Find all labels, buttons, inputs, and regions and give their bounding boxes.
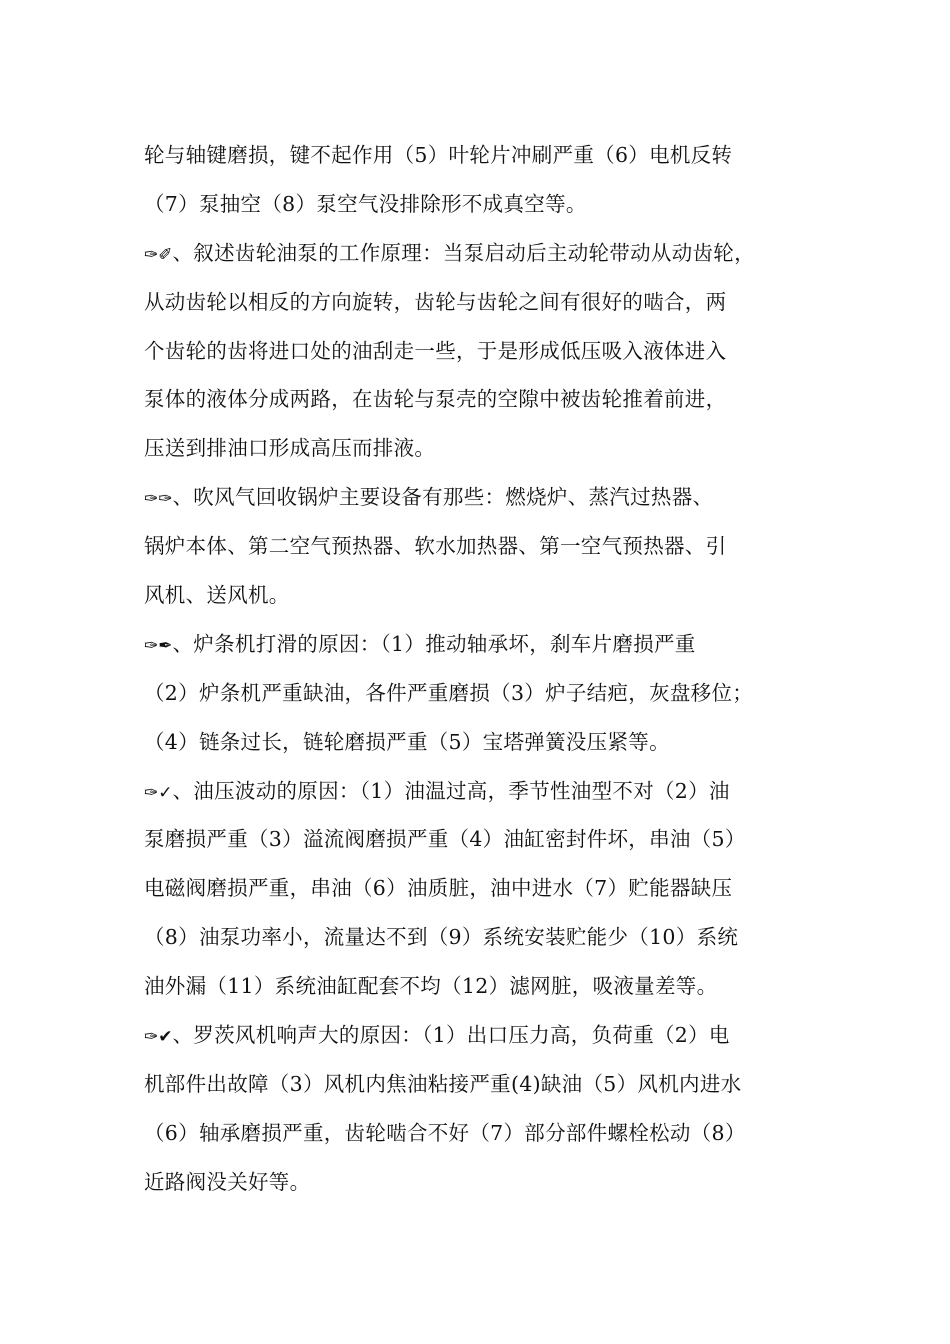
line-text: 油外漏（11）系统油缸配套不均（12）滤网脏，吸液量差等。 (144, 974, 718, 999)
text-line (144, 718, 824, 767)
line-text: 泵磨损严重（3）溢流阀磨损严重（4）油缸密封件坏，串油（5） (144, 827, 746, 852)
list-item-heading (144, 620, 824, 669)
item-number-symbol: ✑✔ (144, 1027, 173, 1048)
text-line (144, 669, 824, 718)
item-number-symbol: ✑✒ (144, 635, 173, 656)
text-line (144, 1109, 824, 1158)
line-text: 轮与轴键磨损，键不起作用（5）叶轮片冲刷严重（6）电机反转 (144, 143, 733, 167)
text-line (144, 278, 824, 327)
item-number-symbol: ✑✐ (144, 244, 173, 265)
line-text: （4）链条过长，链轮磨损严重（5）宝塔弹簧没压紧等。 (144, 729, 670, 754)
list-item-heading (144, 767, 824, 816)
line-text: 泵体的液体分成两路，在齿轮与泵壳的空隙中被齿轮推着前进， (144, 387, 727, 412)
line-text: 风机、送风机。 (144, 583, 290, 608)
text-line (144, 962, 824, 1011)
line-text: 从动齿轮以相反的方向旋转，齿轮与齿轮之间有很好的啮合，两 (144, 289, 727, 314)
line-text: 、叙述齿轮油泵的工作原理：当泵启动后主动轮带动从动齿轮， (172, 240, 755, 265)
list-item-heading (144, 1011, 824, 1060)
line-text: 锅炉本体、第二空气预热器、软水加热器、第一空气预热器、引 (144, 534, 727, 559)
text-line (144, 1060, 824, 1109)
item-number-symbol: ✑✓ (144, 782, 173, 803)
line-text: 、油压波动的原因：（1）油温过高，季节性油型不对（2）油 (172, 778, 730, 803)
text-line (144, 180, 824, 229)
text-line (144, 375, 824, 424)
line-text: 、炉条机打滑的原因：（1）推动轴承坏，刹车片磨损严重 (172, 631, 696, 656)
list-item-heading (144, 473, 824, 522)
line-text: 压送到排油口形成高压而排液。 (144, 436, 436, 461)
text-line (144, 913, 824, 962)
line-text: 、罗茨风机响声大的原因：（1）出口压力高，负荷重（2）电 (172, 1023, 730, 1048)
line-text: 个齿轮的齿将进口处的油刮走一些，于是形成低压吸入液体进入 (144, 338, 727, 363)
line-text: （8）油泵功率小，流量达不到（9）系统安装贮能少（10）系统 (144, 925, 739, 950)
line-text: （6）轴承磨损严重，齿轮啮合不好（7）部分部件螺栓松动（8） (144, 1120, 746, 1145)
text-line (144, 522, 824, 571)
text-line (144, 864, 824, 913)
list-item-heading (144, 229, 824, 278)
line-text: （2）炉条机严重缺油，各件严重磨损（3）炉子结疤，灰盘移位； (144, 680, 754, 705)
line-text: 机部件出故障（3）风机内焦油粘接严重(4)缺油（5）风机内进水 (144, 1071, 742, 1096)
line-text: 、吹风气回收锅炉主要设备有那些：燃烧炉、蒸汽过热器、 (172, 485, 714, 510)
item-number-symbol: ✑✑ (144, 489, 173, 510)
text-line (144, 424, 824, 473)
line-text: （7）泵抽空（8）泵空气没排除形不成真空等。 (144, 191, 587, 216)
text-line (144, 327, 824, 376)
text-line (144, 571, 824, 620)
document-body (144, 131, 824, 1207)
text-line (144, 815, 824, 864)
text-line (144, 131, 824, 180)
text-line (144, 1158, 824, 1207)
line-text: 电磁阀磨损严重，串油（6）油质脏，油中进水（7）贮能器缺压 (144, 876, 733, 901)
line-text: 近路阀没关好等。 (144, 1169, 311, 1194)
